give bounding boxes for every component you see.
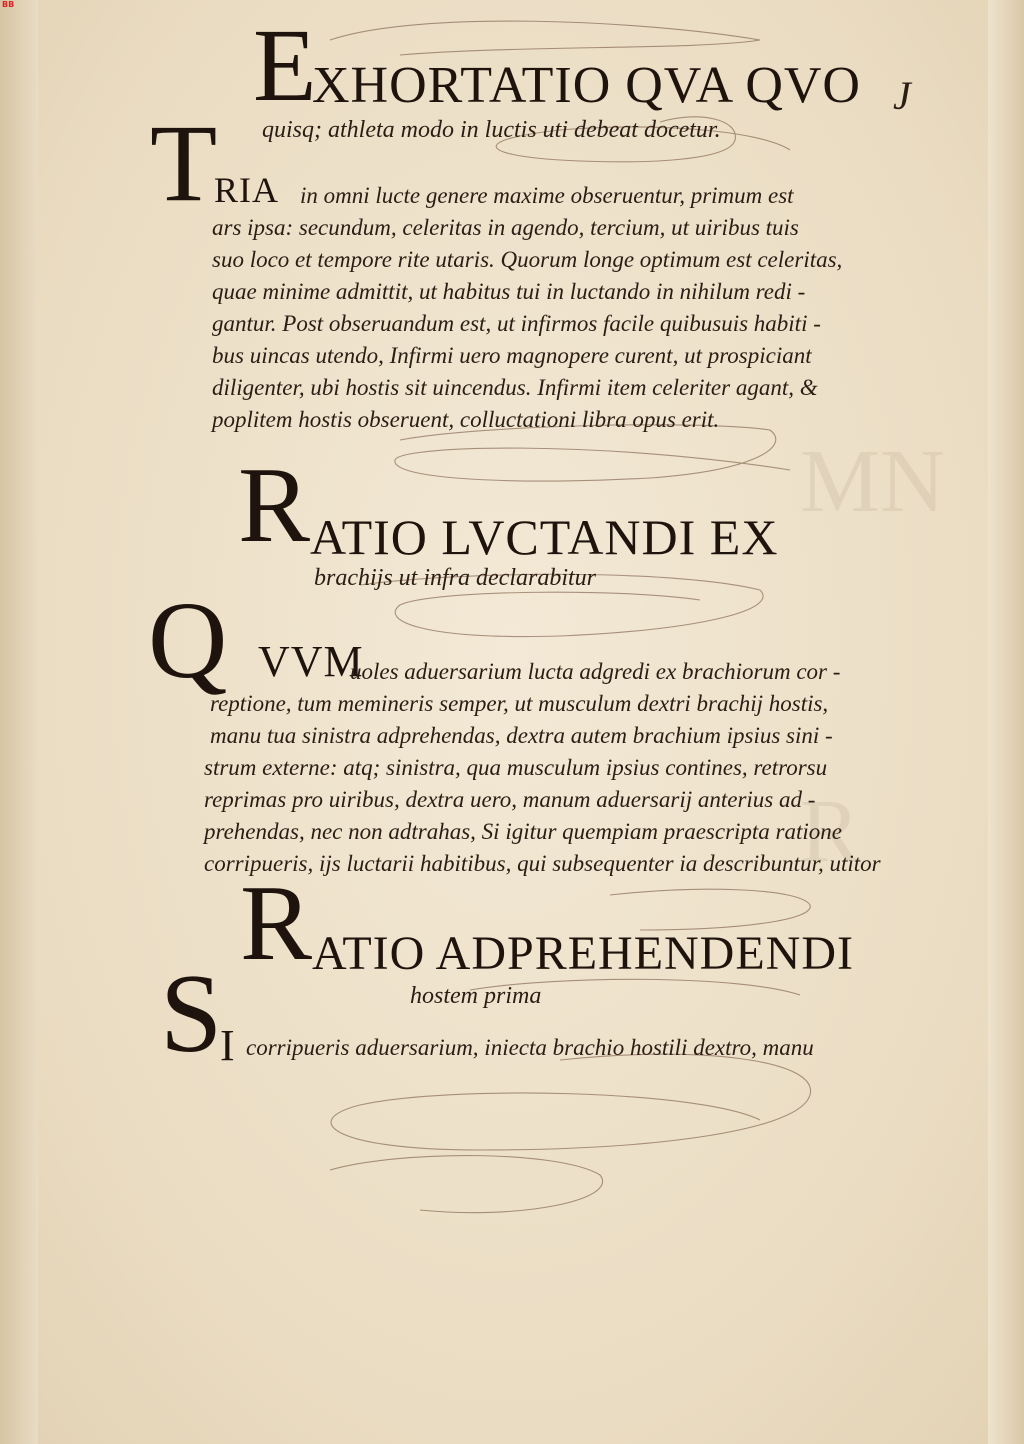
section1-title: XHORTATIO QVA QVO (312, 57, 861, 114)
section1-line: quae minime admittit, ut habitus tui in luctando in nihilum redi - (212, 279, 806, 304)
page-gutter-left (0, 0, 38, 1444)
section2-subtitle: brachijs ut infra declarabitur (314, 565, 596, 591)
section2-line: reptione, tum memineris semper, ut musculum dextri brachij hostis, (210, 691, 829, 716)
section1-dropcap: T (150, 102, 218, 224)
section2-line: corripueris, ijs luctarii habitibus, qui subsequenter ia describuntur, utitor (204, 851, 881, 876)
section3-dropcap: S (160, 952, 223, 1076)
section3-title: ATIO ADPREHENDENDI (312, 927, 854, 980)
section2-dropcap: Q (148, 579, 228, 701)
section1-line: suo loco et tempore rite utaris. Quorum longe optimum est celeritas, (212, 247, 843, 272)
show-through-text: MN (800, 432, 946, 531)
page-edge-right (988, 0, 1024, 1444)
section1-line: poplitem hostis obseruent, colluctationi libra opus erit. (212, 407, 720, 432)
section1-line: diligenter, ubi hostis sit uincendus. Infirmi item celeriter agant, & (212, 375, 818, 400)
section2-line: reprimas pro uiribus, dextra uero, manum aduersarij anterius ad - (204, 787, 816, 812)
section1-line: ars ipsa: secundum, celeritas in agendo, tercium, ut uiribus tuis (212, 215, 799, 240)
section3-line: corripueris aduersarium, iniecta brachio hostili dextro, manu (246, 1035, 814, 1060)
archive-mark: BB (2, 0, 15, 9)
section1-lead-caps: RIA (214, 170, 279, 210)
section2-line: strum externe: atq; sinistra, qua musculum ipsius contines, retrorsu (204, 755, 828, 780)
section3-title-initial: R (240, 864, 313, 983)
section2-line: prehendas, nec non adtrahas, Si igitur quempiam praescripta ratione (204, 819, 842, 844)
section1-line: in omni lucte genere maxime obseruentur, primum est (300, 183, 794, 208)
section3-lead-caps: I (220, 1021, 236, 1070)
section1-subtitle: quisq; athleta modo in luctis uti debeat docetur. (262, 117, 721, 143)
section3-subtitle: hostem prima (410, 983, 542, 1009)
section1-title-initial: E (253, 8, 317, 123)
section2-line: manu tua sinistra adprehendas, dextra autem brachium ipsius sini - (210, 723, 833, 748)
section2-line: uoles aduersarium lucta adgredi ex brachiorum cor - (350, 659, 841, 684)
section1-line: bus uincas utendo, Infirmi uero magnopere curent, ut prospiciant (212, 343, 812, 368)
section2-title-initial: R (238, 446, 311, 565)
folio-number: J (893, 73, 911, 118)
section2-lead-caps: VVM (258, 637, 364, 686)
section2-title: ATIO LVCTANDI EX (310, 509, 779, 565)
show-through-text: R (800, 782, 861, 881)
section1-line: gantur. Post obseruandum est, ut infirmos facile quibusuis habiti - (212, 311, 821, 336)
